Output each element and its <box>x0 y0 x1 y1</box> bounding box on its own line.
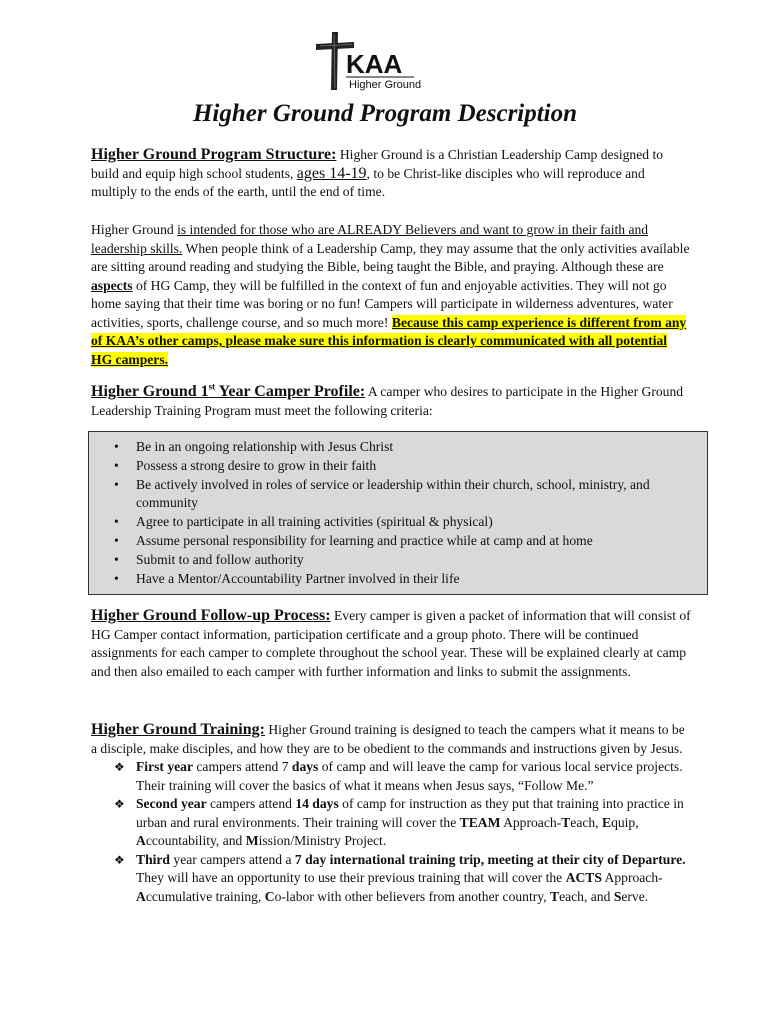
criteria-text: Submit to and follow authority <box>136 551 304 567</box>
criteria-list <box>89 438 707 588</box>
criteria-item <box>114 476 707 514</box>
structure-text-1: Higher Ground is a Christian Leadership Camp designed to build and equip high school students, <box>91 147 664 181</box>
program-structure <box>91 146 691 202</box>
criteria-text: Have a Mentor/Accountability Partner involved in their life <box>136 570 460 586</box>
criteria-text: Possess a strong desire to grow in their faith <box>136 457 377 473</box>
criteria-text: Agree to participate in all training activities (spiritual & physical) <box>136 514 493 530</box>
criteria-item <box>114 551 707 570</box>
bullet-icon: • <box>114 532 119 548</box>
bullet-icon: • <box>114 570 119 586</box>
training-first-year: ❖ First year campers attend 7 days of camp and will leave the camp for various local service projects. Their training will cover the basics of what it means when Jesus says, “Follow Me.” <box>114 759 683 793</box>
structure-text-2: , to be Christ-like disciples who will reproduce and multiply to the ends of the earth, until the end of time. <box>91 165 645 199</box>
training-third-year: ❖ Third year campers attend a 7 day international training trip, meeting at their city of Departure. They will have an opportunity to use their previous training that will cover the ACTS Approach- Accumulative training, Co-labor with other believers from another country, Teach, and Serve. <box>114 851 686 904</box>
bullet-icon: • <box>114 514 119 530</box>
intended-paragraph <box>91 221 691 369</box>
profile-heading <box>91 383 365 400</box>
followup-heading: Higher Ground Follow-up Process: <box>91 607 331 624</box>
diamond-bullet-icon: ❖ <box>114 852 125 867</box>
intended-highlight: Because this camp experience is different from any of KAA’s other camps, please make sure this information is clearly communicated with all potential HG campers. <box>91 314 687 367</box>
criteria-text: Assume personal responsibility for learning and practice while at camp and at home <box>136 532 593 548</box>
page-title: Higher Ground Program Description <box>192 100 578 127</box>
cross-logo-icon <box>314 30 424 92</box>
logo-brand: KAA <box>346 49 403 79</box>
bullet-icon: • <box>114 476 119 492</box>
followup-process <box>91 607 691 681</box>
bullet-icon: • <box>114 551 119 567</box>
criteria-item <box>114 457 707 476</box>
diamond-bullet-icon: ❖ <box>114 797 125 811</box>
profile-heading-b: Year Camper Profile: <box>215 383 366 400</box>
criteria-item <box>114 438 707 457</box>
bullet-icon: • <box>114 439 119 454</box>
followup-text: Every camper is given a packet of information that will consist of HG Camper contact information, participation certificate and a group photo. There will be continued assignments for each camper to complete throughout the school year. These will be explained clearly at camp and then also emailed to each camper with further information and links to submit the assignments. <box>91 608 691 679</box>
structure-ages: ages 14-19 <box>296 164 367 182</box>
training-heading: Higher Ground Training: <box>91 721 265 738</box>
criteria-text: Be actively involved in roles of service or leadership within their church, school, ministry, and community <box>136 476 650 511</box>
criteria-item <box>114 532 707 551</box>
bullet-icon: • <box>114 457 119 473</box>
intended-text-3: of HG Camp, they will be fulfilled in the context of fun and enjoyable activities. They will not go home saying that their time was boring or no fun! Campers will participate in wilderness adventures, water activities, sports, challenge course, and so much more! <box>91 277 673 330</box>
criteria-text: Be in an ongoing relationship with Jesus Christ <box>136 439 394 454</box>
training-list <box>91 758 691 906</box>
training-text: Higher Ground training is designed to teach the campers what it means to be a disciple, make disciples, and how they are to be obedient to the commands and instructions given by Jesus. <box>91 722 685 756</box>
training-section <box>91 721 691 906</box>
training-second-year: ❖ Second year campers attend 14 days of camp for instruction as they put that training into practice in urban and rural environments. Their training will cover the TEAM Approach-Teach, Equip, Accountability, and Mission/Ministry Project. <box>114 796 684 848</box>
profile-heading-a: Higher Ground 1 <box>91 383 209 400</box>
profile-text: A camper who desires to participate in the Higher Ground Leadership Training Program must meet the following criteria: <box>91 384 684 418</box>
intended-aspects: aspects <box>91 277 133 293</box>
criteria-box <box>88 431 708 595</box>
criteria-item <box>114 570 707 589</box>
criteria-item <box>114 513 707 532</box>
structure-heading: Higher Ground Program Structure: <box>91 146 337 163</box>
kaa-logo <box>314 30 424 92</box>
logo-tagline: Higher Ground <box>349 79 422 91</box>
diamond-bullet-icon: ❖ <box>114 760 125 774</box>
intended-text-2: When people think of a Leadership Camp, they may assume that the only activities available are sitting around reading and studying the Bible, being taught the Bible, and praying. Although these are <box>91 240 690 274</box>
camper-profile <box>91 383 691 420</box>
intended-text-1: Higher Ground <box>91 222 178 237</box>
profile-heading-sup: st <box>208 381 216 392</box>
intended-underlined: is intended for those who are ALREADY Believers and want to grow in their faith and leadership skills. <box>91 222 649 256</box>
